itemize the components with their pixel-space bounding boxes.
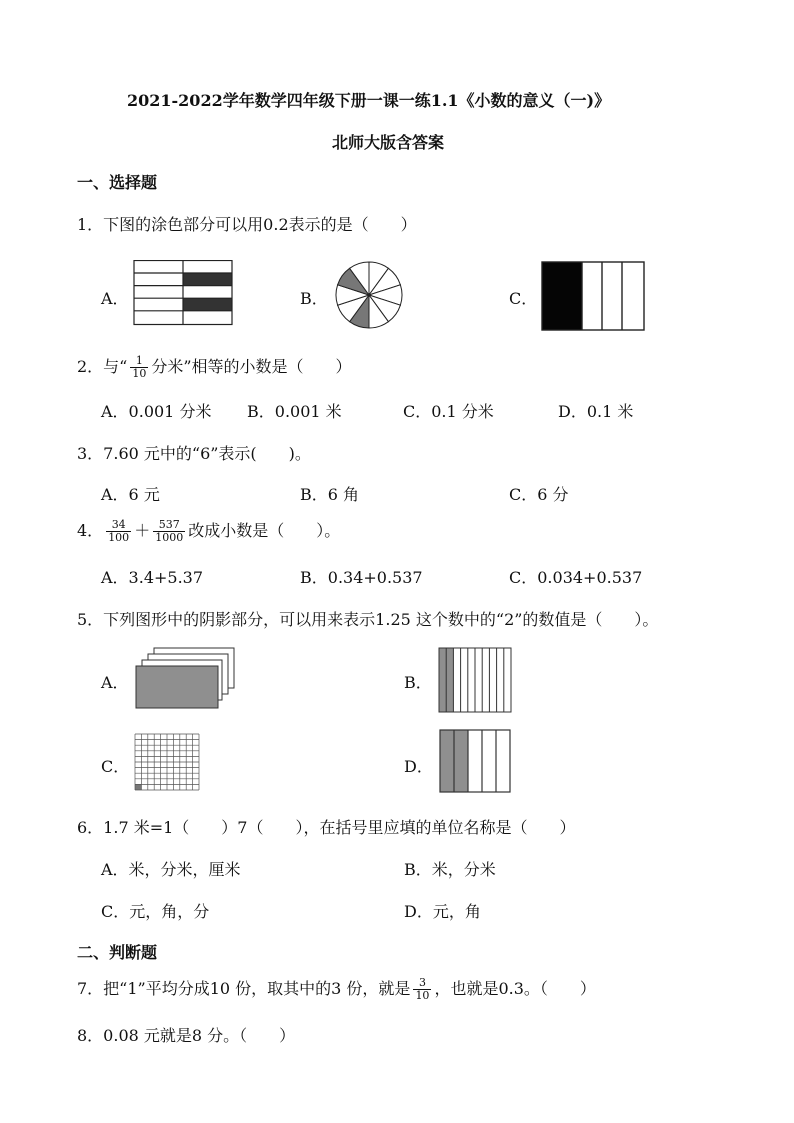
q6-option-a: A．米，分米，厘米 [101, 860, 241, 879]
q4-option-c: C．0.034+0.537 [509, 568, 643, 587]
q4-fraction-2-denominator: 1000 [155, 531, 184, 544]
q7-prefix: 7．把“1”平均分成10 份，取其中的3 份，就是 [77, 979, 411, 998]
q2-suffix: 分米”相等的小数是（ ） [151, 357, 352, 376]
q1-option-a-figure [133, 260, 233, 326]
q4-plus: ＋ [134, 521, 151, 540]
q3-option-a: A．6 元 [101, 485, 160, 504]
question-6: 6．1.7 米=1（ ）7（ ），在括号里应填的单位名称是（ ） [77, 818, 576, 837]
q2-option-d: D．0.1 米 [558, 402, 634, 421]
section-heading-judgement: 二、判断题 [77, 943, 158, 962]
q1-option-c-label: C． [509, 289, 538, 308]
q4-fraction-1 [106, 519, 131, 544]
q5-option-c-label: C． [101, 757, 130, 776]
q6-option-c: C．元，角，分 [101, 902, 210, 921]
grid-shaded-cell [135, 784, 141, 790]
q6-option-d: D．元，角 [404, 902, 481, 921]
section-heading-choice: 一、选择题 [77, 173, 158, 192]
q4-fraction-1-numerator: 34 [106, 519, 131, 532]
question-8: 8．0.08 元就是8 分。（ ） [77, 1026, 296, 1045]
q7-suffix: ，也就是0.3。（ ） [434, 979, 596, 998]
q4-fraction-1-denominator: 100 [108, 531, 130, 544]
question-7 [77, 976, 596, 1002]
q4-fraction-2-numerator: 537 [153, 519, 185, 532]
q1-option-b-label: B． [300, 289, 328, 308]
q5-option-b-label: B． [404, 673, 432, 692]
q2-fraction-denominator: 10 [132, 367, 147, 380]
document-title: 2021-2022学年数学四年级下册一课一练1.1《小数的意义（一)》 [127, 91, 611, 110]
question-2 [77, 354, 352, 380]
q4-suffix: 改成小数是（ ）。 [188, 521, 341, 540]
q3-option-c: C．6 分 [509, 485, 569, 504]
q4-prefix: 4． [77, 521, 104, 540]
q2-option-a: A．0.001 分米 [101, 402, 212, 421]
q5-option-a-label: A． [101, 673, 129, 692]
document-subtitle: 北师大版含答案 [332, 133, 445, 152]
q2-option-b: B．0.001 米 [247, 402, 342, 421]
q5-option-d-label: D． [404, 757, 433, 776]
q5-option-c-figure [133, 732, 201, 792]
q2-fraction-numerator: 1 [130, 355, 148, 368]
q5-option-a-figure [134, 646, 238, 712]
q4-option-a: A．3.4+5.37 [101, 568, 204, 587]
q2-option-c: C．0.1 分米 [403, 402, 494, 421]
q2-prefix: 2．与“ [77, 357, 128, 376]
q3-option-b: B．6 角 [300, 485, 360, 504]
q2-fraction [130, 355, 148, 380]
question-4 [77, 518, 340, 544]
q6-option-b: B．米，分米 [404, 860, 496, 879]
q1-option-c-figure [540, 260, 646, 332]
q4-fraction-2 [153, 519, 185, 544]
q1-option-b-figure [334, 260, 404, 330]
q7-fraction-numerator: 3 [413, 977, 431, 990]
q4-option-b: B．0.34+0.537 [300, 568, 423, 587]
q1-option-a-label: A． [101, 289, 129, 308]
question-3: 3．7.60 元中的“6”表示( )。 [77, 444, 311, 463]
q7-fraction [413, 977, 431, 1002]
question-1: 1．下图的涂色部分可以用0.2表示的是（ ） [77, 215, 417, 234]
q7-fraction-denominator: 10 [415, 989, 430, 1002]
q5-option-d-figure [438, 728, 512, 794]
q5-option-b-figure [437, 646, 513, 714]
question-5: 5．下列图形中的阴影部分，可以用来表示1.25 这个数中的“2”的数值是（ ）。 [77, 610, 659, 629]
